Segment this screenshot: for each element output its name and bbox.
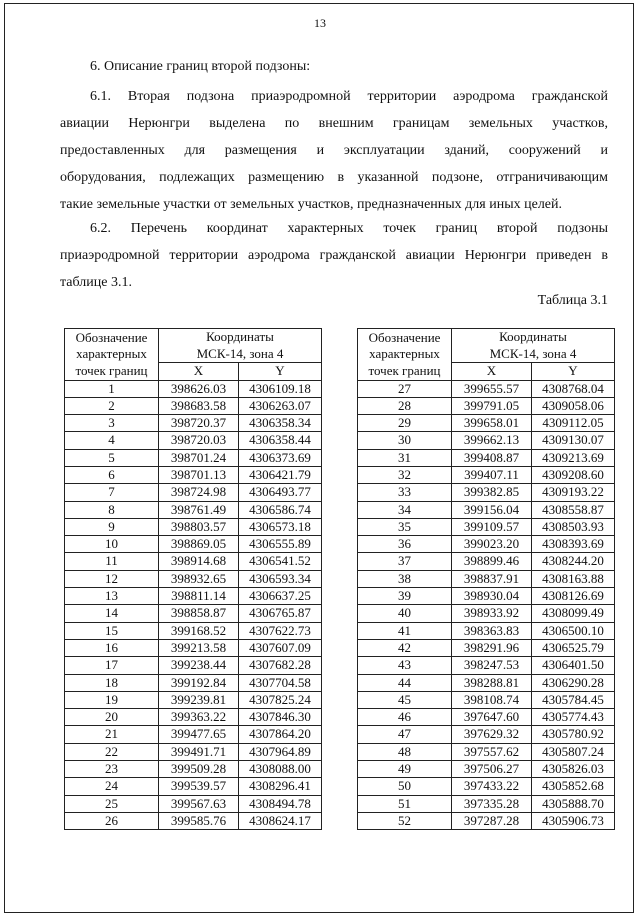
table-row [358,795,615,812]
point-number-cell: 13 [65,588,159,605]
y-coordinate-cell: 4306373.69 [239,449,322,466]
x-coordinate-cell: 397629.32 [452,726,532,743]
y-coordinate-cell: 4306525.79 [532,639,615,656]
table-row [358,484,615,501]
y-header: Y [239,363,322,381]
y-coordinate-cell: 4308503.93 [532,518,615,535]
table-row [358,605,615,622]
x-coordinate-cell: 398626.03 [159,380,239,397]
y-coordinate-cell: 4307864.20 [239,726,322,743]
point-number-cell: 44 [358,674,452,691]
point-number-cell: 29 [358,415,452,432]
table-row [358,518,615,535]
table-row [358,657,615,674]
x-coordinate-cell: 398914.68 [159,553,239,570]
x-header: X [159,363,239,381]
y-coordinate-cell: 4307846.30 [239,709,322,726]
y-coordinate-cell: 4309193.22 [532,484,615,501]
x-coordinate-cell: 398291.96 [452,639,532,656]
y-coordinate-cell: 4308244.20 [532,553,615,570]
y-coordinate-cell: 4309130.07 [532,432,615,449]
point-number-cell: 33 [358,484,452,501]
point-number-cell: 19 [65,691,159,708]
paragraph-6-1 [60,83,608,218]
table-row [65,726,322,743]
point-number-cell: 34 [358,501,452,518]
table-caption: Таблица 3.1 [537,293,608,308]
coordinates-table-left [64,328,322,830]
y-coordinate-cell: 4306637.25 [239,588,322,605]
point-number-cell: 8 [65,501,159,518]
x-coordinate-cell: 399023.20 [452,536,532,553]
para-6-2-line: таблице 3.1. [60,275,132,290]
x-coordinate-cell: 399662.13 [452,432,532,449]
y-coordinate-cell: 4308163.88 [532,570,615,587]
paragraph-6-2 [60,215,608,296]
table-row [65,397,322,414]
x-header: X [452,363,532,381]
x-coordinate-cell: 399407.11 [452,466,532,483]
point-number-cell: 43 [358,657,452,674]
table-row [358,622,615,639]
x-coordinate-cell: 399213.58 [159,639,239,656]
table-row [65,761,322,778]
y-coordinate-cell: 4308558.87 [532,501,615,518]
x-coordinate-cell: 398288.81 [452,674,532,691]
point-number-cell: 18 [65,674,159,691]
x-coordinate-cell: 398858.87 [159,605,239,622]
y-coordinate-cell: 4305906.73 [532,812,615,829]
table-row [65,553,322,570]
table-row [65,743,322,760]
section-heading: 6. Описание границ второй подзоны: [90,59,311,74]
point-number-cell: 49 [358,761,452,778]
point-number-cell: 32 [358,466,452,483]
x-coordinate-cell: 398932.65 [159,570,239,587]
y-coordinate-cell: 4307825.24 [239,691,322,708]
y-coordinate-cell: 4309112.05 [532,415,615,432]
y-coordinate-cell: 4308088.00 [239,761,322,778]
y-coordinate-cell: 4307607.09 [239,639,322,656]
x-coordinate-cell: 398837.91 [452,570,532,587]
table-row [358,380,615,397]
point-number-cell: 16 [65,639,159,656]
para-6-1-line: 6.1. Вторая подзона приаэродромной территории аэродрома гражданской [90,89,608,104]
y-coordinate-cell: 4306493.77 [239,484,322,501]
y-coordinate-cell: 4306573.18 [239,518,322,535]
table-row [358,709,615,726]
point-number-cell: 31 [358,449,452,466]
point-number-cell: 48 [358,743,452,760]
table-row [65,484,322,501]
header-line: МСК-14, зона 4 [196,345,284,361]
table-row [65,466,322,483]
x-coordinate-cell: 399192.84 [159,674,239,691]
page-number: 13 [314,16,326,30]
para-6-1-line: такие земельные участки от земельных участков, предназначенных для иных целей. [60,197,563,212]
y-coordinate-cell: 4305807.24 [532,743,615,760]
y-coordinate-cell: 4306500.10 [532,622,615,639]
table-row [65,812,322,829]
y-header: Y [532,363,615,381]
table-row [65,501,322,518]
y-coordinate-cell: 4305888.70 [532,795,615,812]
header-line: МСК-14, зона 4 [489,345,577,361]
y-coordinate-cell: 4306401.50 [532,657,615,674]
point-number-cell: 51 [358,795,452,812]
x-coordinate-cell: 397506.27 [452,761,532,778]
x-coordinate-cell: 399238.44 [159,657,239,674]
table-row [358,778,615,795]
point-number-cell: 47 [358,726,452,743]
table-row [65,432,322,449]
point-number-cell: 5 [65,449,159,466]
x-coordinate-cell: 398683.58 [159,397,239,414]
table-row [358,449,615,466]
table-row [358,691,615,708]
point-number-cell: 7 [65,484,159,501]
table-row [65,518,322,535]
point-number-cell: 36 [358,536,452,553]
y-coordinate-cell: 4308624.17 [239,812,322,829]
x-coordinate-cell: 397647.60 [452,709,532,726]
coordinates-header [452,329,615,363]
y-coordinate-cell: 4309208.60 [532,466,615,483]
x-coordinate-cell: 399477.65 [159,726,239,743]
y-coordinate-cell: 4307964.89 [239,743,322,760]
y-coordinate-cell: 4305780.92 [532,726,615,743]
x-coordinate-cell: 398869.05 [159,536,239,553]
table-row [65,795,322,812]
table-row [358,501,615,518]
point-number-cell: 30 [358,432,452,449]
table-row [358,397,615,414]
y-coordinate-cell: 4309058.06 [532,397,615,414]
x-coordinate-cell: 398720.37 [159,415,239,432]
y-coordinate-cell: 4306586.74 [239,501,322,518]
point-number-cell: 20 [65,709,159,726]
y-coordinate-cell: 4306765.87 [239,605,322,622]
x-coordinate-cell: 399382.85 [452,484,532,501]
x-coordinate-cell: 397433.22 [452,778,532,795]
point-number-cell: 25 [65,795,159,812]
x-coordinate-cell: 398701.24 [159,449,239,466]
point-number-cell: 10 [65,536,159,553]
point-number-cell: 21 [65,726,159,743]
x-coordinate-cell: 399655.57 [452,380,532,397]
point-column-header [358,329,452,381]
table-row [65,639,322,656]
y-coordinate-cell: 4308296.41 [239,778,322,795]
table-row [358,639,615,656]
table-row [358,588,615,605]
table-row [358,432,615,449]
header-line: Координаты [499,329,567,344]
x-coordinate-cell: 398247.53 [452,657,532,674]
y-coordinate-cell: 4308393.69 [532,536,615,553]
x-coordinate-cell: 399658.01 [452,415,532,432]
coordinates-header [159,329,322,363]
x-coordinate-cell: 398363.83 [452,622,532,639]
y-coordinate-cell: 4305852.68 [532,778,615,795]
point-number-cell: 11 [65,553,159,570]
y-coordinate-cell: 4308768.04 [532,380,615,397]
table-row [65,588,322,605]
table-row [65,536,322,553]
point-number-cell: 23 [65,761,159,778]
point-number-cell: 9 [65,518,159,535]
table-row [358,570,615,587]
point-number-cell: 1 [65,380,159,397]
y-coordinate-cell: 4306593.34 [239,570,322,587]
x-coordinate-cell: 398724.98 [159,484,239,501]
point-number-cell: 38 [358,570,452,587]
point-number-cell: 40 [358,605,452,622]
y-coordinate-cell: 4307682.28 [239,657,322,674]
y-coordinate-cell: 4307704.58 [239,674,322,691]
x-coordinate-cell: 398899.46 [452,553,532,570]
table-row [65,674,322,691]
para-6-1-line: оборудования, подлежащих размещению в указанной подзоне, отграничивающим [60,170,608,185]
table-row [65,622,322,639]
y-coordinate-cell: 4306541.52 [239,553,322,570]
x-coordinate-cell: 397335.28 [452,795,532,812]
header-line: характерных [369,346,440,361]
point-number-cell: 37 [358,553,452,570]
x-coordinate-cell: 399491.71 [159,743,239,760]
point-column-header [65,329,159,381]
x-coordinate-cell: 399567.63 [159,795,239,812]
x-coordinate-cell: 398108.74 [452,691,532,708]
x-coordinate-cell: 398930.04 [452,588,532,605]
header-line: точек границ [75,362,148,378]
table-row [65,380,322,397]
para-6-1-line: предоставленных для размещения и эксплуатации зданий, сооружений и [60,143,608,158]
point-number-cell: 3 [65,415,159,432]
x-coordinate-cell: 397287.28 [452,812,532,829]
header-line: Обозначение [75,329,148,345]
point-number-cell: 4 [65,432,159,449]
y-coordinate-cell: 4306290.28 [532,674,615,691]
x-coordinate-cell: 399539.57 [159,778,239,795]
point-number-cell: 41 [358,622,452,639]
x-coordinate-cell: 398701.13 [159,466,239,483]
y-coordinate-cell: 4305826.03 [532,761,615,778]
y-coordinate-cell: 4306358.34 [239,415,322,432]
point-number-cell: 50 [358,778,452,795]
point-number-cell: 35 [358,518,452,535]
y-coordinate-cell: 4308099.49 [532,605,615,622]
y-coordinate-cell: 4308494.78 [239,795,322,812]
point-number-cell: 17 [65,657,159,674]
x-coordinate-cell: 399408.87 [452,449,532,466]
header-line: характерных [76,346,147,361]
point-number-cell: 6 [65,466,159,483]
y-coordinate-cell: 4306421.79 [239,466,322,483]
y-coordinate-cell: 4308126.69 [532,588,615,605]
x-coordinate-cell: 398803.57 [159,518,239,535]
x-coordinate-cell: 398761.49 [159,501,239,518]
x-coordinate-cell: 398933.92 [452,605,532,622]
table-row [358,415,615,432]
coordinates-table-right [357,328,615,830]
table-row [65,709,322,726]
header-line: точек границ [368,362,441,378]
table-row [358,553,615,570]
point-number-cell: 15 [65,622,159,639]
x-coordinate-cell: 399168.52 [159,622,239,639]
para-6-2-line: приаэродромной территории аэродрома гражданской авиации Нерюнгри приведен в [60,248,608,263]
table-row [65,691,322,708]
y-coordinate-cell: 4306263.07 [239,397,322,414]
header-line: Координаты [206,329,274,344]
para-6-2-line: 6.2. Перечень координат характерных точек границ второй подзоны [90,221,608,236]
point-number-cell: 2 [65,397,159,414]
point-number-cell: 42 [358,639,452,656]
point-number-cell: 24 [65,778,159,795]
y-coordinate-cell: 4305774.43 [532,709,615,726]
table-row [65,415,322,432]
point-number-cell: 22 [65,743,159,760]
table-row [358,466,615,483]
x-coordinate-cell: 398720.03 [159,432,239,449]
table-row [65,657,322,674]
table-row [358,743,615,760]
x-coordinate-cell: 399585.76 [159,812,239,829]
point-number-cell: 28 [358,397,452,414]
table-row [358,726,615,743]
y-coordinate-cell: 4306555.89 [239,536,322,553]
para-6-1-line: авиации Нерюнгри выделена по внешним границам земельных участков, [60,116,608,131]
x-coordinate-cell: 399509.28 [159,761,239,778]
y-coordinate-cell: 4306109.18 [239,380,322,397]
x-coordinate-cell: 399109.57 [452,518,532,535]
point-number-cell: 45 [358,691,452,708]
header-line: Обозначение [368,329,441,345]
y-coordinate-cell: 4307622.73 [239,622,322,639]
table-row [358,674,615,691]
x-coordinate-cell: 399156.04 [452,501,532,518]
table-row [65,570,322,587]
x-coordinate-cell: 399239.81 [159,691,239,708]
point-number-cell: 14 [65,605,159,622]
x-coordinate-cell: 398811.14 [159,588,239,605]
y-coordinate-cell: 4306358.44 [239,432,322,449]
x-coordinate-cell: 397557.62 [452,743,532,760]
x-coordinate-cell: 399791.05 [452,397,532,414]
table-row [65,778,322,795]
point-number-cell: 27 [358,380,452,397]
point-number-cell: 39 [358,588,452,605]
point-number-cell: 46 [358,709,452,726]
table-row [65,449,322,466]
point-number-cell: 52 [358,812,452,829]
y-coordinate-cell: 4305784.45 [532,691,615,708]
table-row [65,605,322,622]
x-coordinate-cell: 399363.22 [159,709,239,726]
y-coordinate-cell: 4309213.69 [532,449,615,466]
table-row [358,536,615,553]
table-row [358,812,615,829]
point-number-cell: 26 [65,812,159,829]
point-number-cell: 12 [65,570,159,587]
table-row [358,761,615,778]
